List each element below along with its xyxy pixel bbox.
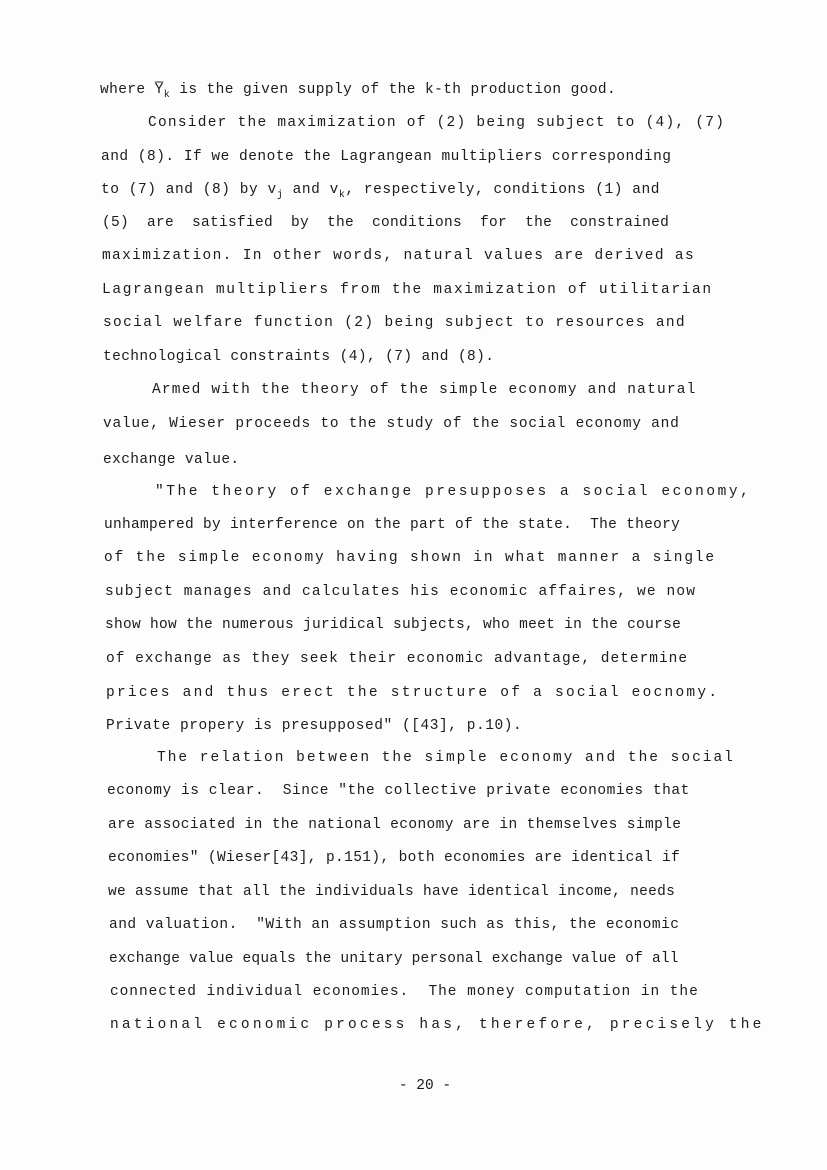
text-line-20: Private propery is presupposed" ([43], p.10). bbox=[106, 718, 523, 734]
text-line-25: we assume that all the individuals have identical income, needs bbox=[108, 884, 676, 900]
text-line-22: economy is clear. Since "the collective private economies that bbox=[107, 783, 690, 799]
text-line-11: value, Wieser proceeds to the study of the social economy and bbox=[103, 416, 680, 432]
text-line-23: are associated in the national economy are in themselves simple bbox=[108, 817, 682, 833]
text-line-19: prices and thus erect the structure of a social eocnomy. bbox=[106, 685, 720, 701]
line-part-c: , respectively, conditions (1) and bbox=[345, 182, 660, 198]
page-number: - 20 - bbox=[398, 1078, 452, 1094]
text-line-3: and (8). If we denote the Lagrangean multipliers corresponding bbox=[101, 149, 672, 165]
text-line-26: and valuation. "With an assumption such as this, the economic bbox=[109, 917, 680, 933]
word-where: where bbox=[100, 82, 146, 98]
line-remainder: is the given supply of the k-th production good. bbox=[179, 82, 617, 98]
subscript-k-2: k bbox=[338, 190, 346, 201]
text-line-8: social welfare function (2) being subject to resources and bbox=[103, 315, 686, 331]
text-line-6: maximization. In other words, natural values are derived as bbox=[102, 248, 696, 264]
text-line-2: Consider the maximization of (2) being subject to (4), (7) bbox=[148, 115, 726, 131]
text-line-17: show how the numerous juridical subjects, who meet in the course bbox=[105, 617, 682, 633]
text-line-1 bbox=[100, 81, 616, 99]
text-line-16: subject manages and calculates his economic affaires, we now bbox=[105, 584, 697, 600]
subscript-k: k bbox=[163, 90, 171, 101]
subscript-j: j bbox=[276, 190, 284, 201]
line-part-b: and v bbox=[283, 182, 339, 198]
text-line-14: unhampered by interference on the part of the state. The theory bbox=[104, 517, 681, 533]
text-line-21: The relation between the simple economy and the social bbox=[157, 750, 735, 766]
text-line-9: technological constraints (4), (7) and (8). bbox=[103, 349, 495, 365]
text-line-15: of the simple economy having shown in what manner a single bbox=[104, 550, 716, 566]
symbol-y-bar: Y̅ bbox=[154, 82, 164, 98]
text-line-4 bbox=[101, 181, 660, 199]
text-line-5: (5) are satisfied by the conditions for the constrained bbox=[102, 215, 670, 231]
text-line-27: exchange value equals the unitary personal exchange value of all bbox=[109, 951, 679, 967]
text-line-7: Lagrangean multipliers from the maximization of utilitarian bbox=[102, 282, 713, 298]
text-line-13: "The theory of exchange presupposes a social economy, bbox=[155, 484, 752, 500]
text-line-29: national economic process has, therefore, precisely the bbox=[110, 1017, 765, 1033]
text-line-10: Armed with the theory of the simple economy and natural bbox=[152, 382, 697, 398]
text-line-24: economies" (Wieser[43], p.151), both economies are identical if bbox=[108, 850, 681, 866]
line-part-a: to (7) and (8) by v bbox=[101, 182, 277, 198]
text-line-28: connected individual economies. The money computation in the bbox=[110, 984, 699, 1000]
text-line-18: of exchange as they seek their economic advantage, determine bbox=[106, 651, 689, 667]
text-line-12: exchange value. bbox=[103, 452, 240, 468]
